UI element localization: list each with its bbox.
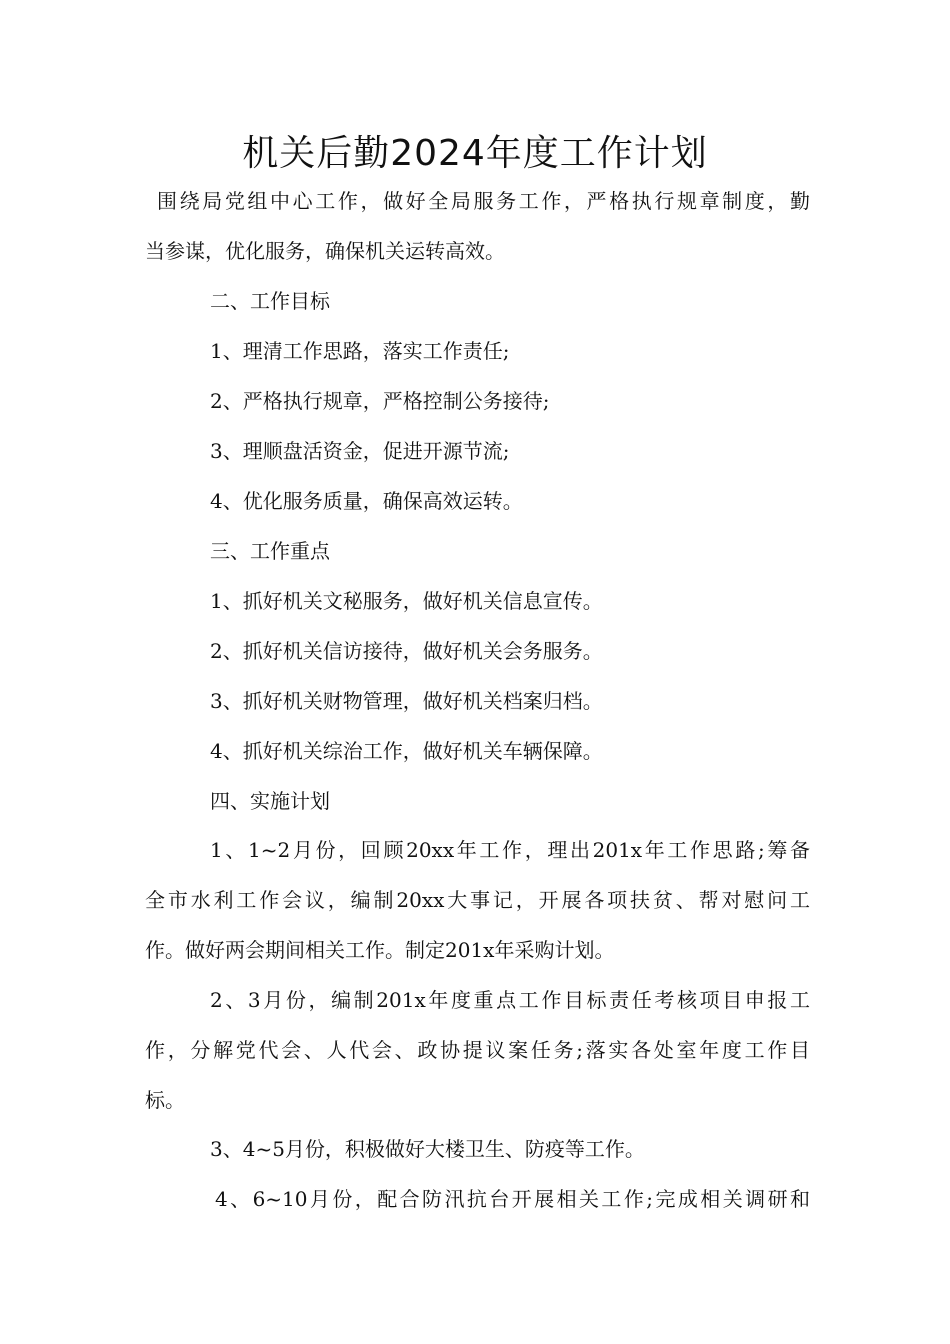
plan-p2-line-2: 作，分解党代会、人代会、政协提议案任务;落实各处室年度工作目 (145, 1038, 810, 1062)
plan-p1-line-3: 作。做好两会期间相关工作。制定201x年采购计划。 (145, 938, 615, 962)
intro-line-1: 围绕局党组中心工作，做好全局服务工作，严格执行规章制度，勤 (157, 189, 810, 213)
intro-line-2: 当参谋，优化服务，确保机关运转高效。 (145, 239, 505, 263)
plan-p3: 3、4~5月份，积极做好大楼卫生、防疫等工作。 (210, 1137, 645, 1161)
plan-p4-line-1: 4、6~10月份，配合防汛抗台开展相关工作;完成相关调研和 (215, 1187, 810, 1211)
goal-item-2: 2、严格执行规章，严格控制公务接待; (210, 389, 550, 413)
plan-p1-line-1: 1、1~2月份，回顾20xx年工作，理出201x年工作思路;筹备 (210, 838, 810, 862)
goal-item-3: 3、理顺盘活资金，促进开源节流; (210, 439, 510, 463)
focus-item-2: 2、抓好机关信访接待，做好机关会务服务。 (210, 639, 603, 663)
section-heading-goals: 二、工作目标 (210, 289, 330, 313)
plan-p2-line-3: 标。 (145, 1088, 185, 1112)
focus-item-4: 4、抓好机关综治工作，做好机关车辆保障。 (210, 739, 603, 763)
plan-p1-line-2: 全市水利工作会议，编制20xx大事记，开展各项扶贫、帮对慰问工 (145, 888, 810, 912)
goal-item-1: 1、理清工作思路，落实工作责任; (210, 339, 510, 363)
section-heading-focus: 三、工作重点 (210, 539, 330, 563)
focus-item-3: 3、抓好机关财物管理，做好机关档案归档。 (210, 689, 603, 713)
goal-item-4: 4、优化服务质量，确保高效运转。 (210, 489, 523, 513)
plan-p2-line-1: 2、3月份，编制201x年度重点工作目标责任考核项目申报工 (210, 988, 810, 1012)
focus-item-1: 1、抓好机关文秘服务，做好机关信息宣传。 (210, 589, 603, 613)
page-title: 机关后勤2024年度工作计划 (242, 133, 708, 174)
section-heading-plan: 四、实施计划 (210, 789, 330, 813)
